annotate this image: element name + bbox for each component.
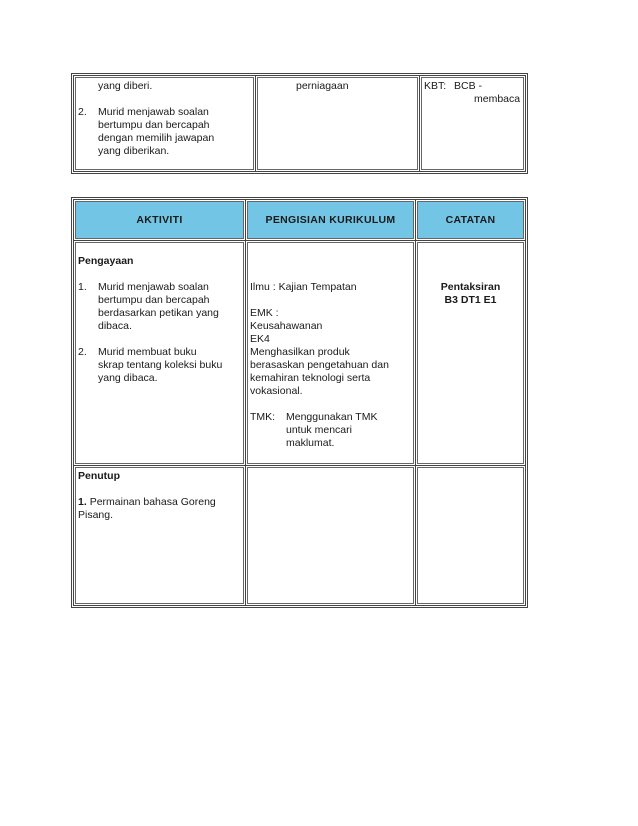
kbt-note xyxy=(424,80,521,106)
enrichment-item-line: skrap tentang koleksi buku xyxy=(98,359,223,371)
ek4-line: Menghasilkan produk xyxy=(250,346,350,358)
tmk-line: maklumat. xyxy=(286,437,335,449)
enrichment-item-line: yang dibaca. xyxy=(98,372,158,384)
continued-row xyxy=(74,76,526,172)
closing-notes-cell xyxy=(416,466,526,606)
emk-value: Keusahawanan xyxy=(250,320,323,332)
activity-item-line: yang diberikan. xyxy=(98,145,170,157)
closing-item-line: Pisang. xyxy=(78,509,114,521)
activity-item-line: bertumpu dan bercapah xyxy=(98,119,210,131)
tmk-label: TMK: xyxy=(250,411,276,423)
kbt-value-line: BCB - xyxy=(454,80,483,92)
continued-notes-cell xyxy=(420,76,526,172)
enrichment-curriculum-cell xyxy=(246,241,416,466)
closing-item-number: 1. xyxy=(78,496,90,508)
tmk-note xyxy=(250,411,411,450)
closing-activity-cell xyxy=(74,466,246,606)
enrichment-activity-cell xyxy=(74,241,246,466)
assessment-label: Pentaksiran xyxy=(440,281,501,293)
enrichment-item-line: berdasarkan petikan yang xyxy=(98,307,219,319)
enrichment-title: Pengayaan xyxy=(78,255,134,267)
tmk-line: untuk mencari xyxy=(286,424,352,436)
assessment-code: B3 DT1 E1 xyxy=(444,294,497,306)
enrichment-item-number: 2. xyxy=(78,346,87,358)
header-notes: CATATAN xyxy=(416,200,526,241)
continued-activity-cell xyxy=(74,76,256,172)
enrichment-item-2 xyxy=(78,346,241,385)
closing-curriculum-cell xyxy=(246,466,416,606)
activity-item-2 xyxy=(78,106,251,158)
activity-item-number: 2. xyxy=(78,106,87,118)
ilmu-line: Ilmu : Kajian Tempatan xyxy=(250,281,357,293)
kbt-value-line: membaca xyxy=(474,93,521,105)
activity-item-line: Murid menjawab soalan xyxy=(98,106,209,118)
closing-item-1 xyxy=(78,496,241,509)
closing-item-line: Permainan bahasa Goreng xyxy=(89,496,216,508)
continued-lesson-table xyxy=(73,75,526,172)
lesson-plan-table xyxy=(73,199,526,606)
enrichment-item-number: 1. xyxy=(78,281,87,293)
enrichment-item-line: dibaca. xyxy=(98,320,132,332)
closing-title: Penutup xyxy=(78,470,120,482)
tmk-line: Menggunakan TMK xyxy=(286,411,378,423)
ek4-label: EK4 xyxy=(250,333,270,345)
enrichment-item-line: bertumpu dan bercapah xyxy=(98,294,210,306)
activity-item-line: dengan memilih jawapan xyxy=(98,132,215,144)
enrichment-item-line: Murid menjawab soalan xyxy=(98,281,209,293)
continued-curriculum-cell xyxy=(256,76,420,172)
enrichment-row xyxy=(74,241,526,466)
ek4-line: kemahiran teknologi serta xyxy=(250,372,371,384)
closing-row xyxy=(74,466,526,606)
kbt-label: KBT: xyxy=(424,80,447,92)
emk-label: EMK : xyxy=(250,307,279,319)
enrichment-item-line: Murid membuat buku xyxy=(98,346,197,358)
table-header-row xyxy=(74,200,526,241)
header-curriculum: PENGISIAN KURIKULUM xyxy=(246,200,416,241)
ek4-line: berasaskan pengetahuan dan xyxy=(250,359,389,371)
header-activity: AKTIVITI xyxy=(74,200,246,241)
previous-item-tail: yang diberi. xyxy=(98,80,153,92)
curriculum-text: perniagaan xyxy=(296,80,349,92)
ek4-line: vokasional. xyxy=(250,385,303,397)
enrichment-notes-cell xyxy=(416,241,526,466)
enrichment-item-1 xyxy=(78,281,241,333)
